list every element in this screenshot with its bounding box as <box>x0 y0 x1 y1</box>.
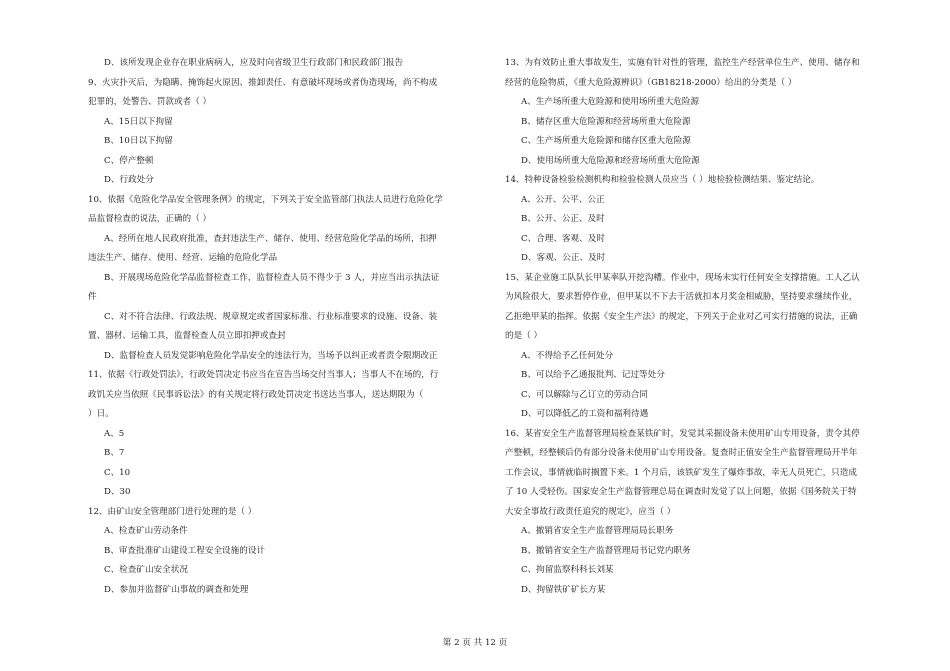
page-footer: 第 2 页 共 12 页 <box>442 638 508 648</box>
text-line: D、可以降低乙的工资和福利待遇 <box>521 409 649 419</box>
text-line: C、停产整顿 <box>104 155 154 166</box>
text-line: ）日。 <box>88 409 114 419</box>
text-line: D、拘留铁矿矿长方某 <box>521 584 606 595</box>
text-line: A、生产场所重大危险源和使用场所重大危险源 <box>521 97 700 107</box>
text-line: 13、为有效防止重大事故发生，实施有针对性的管理，监控生产经营单位生产、使用、储存和 <box>505 58 860 68</box>
right-column <box>505 54 902 600</box>
text-line: 了 10 人受轻伤。国家安全生产监督管理总局在调查时发觉了以上问题，依据《国务院关于特 <box>505 487 857 497</box>
text-line: A、5 <box>104 428 125 439</box>
text-line: 为风险很大，要求暂停作业，但甲某以不下去干活就扣本月奖金相威胁，坚持要求继续作业， <box>505 292 858 302</box>
text-line: C、检查矿山安全状况 <box>104 565 188 575</box>
text-line: 经营的危险物质，《重大危险源辨识》（GB18218-2000）给出的分类是（ ） <box>505 77 797 88</box>
text-line: 置、器材、运输工具，监督检查人员立即扣押或查封 <box>88 331 286 341</box>
text-line: D、该所发现企业存在职业病病人，应及时向省级卫生行政部门和民政部门报告 <box>104 58 404 68</box>
text-line: A、经所在地人民政府批准，查封违法生产、储存、使用、经营危险化学品的场所，扣押 <box>104 233 437 244</box>
text-line: D、监督检查人员发觉影响危险化学品安全的违法行为，当场予以纠正或者责令限期改正 <box>104 350 438 361</box>
text-line: 乙拒绝甲某的指挥。依据《安全生产法》的规定，下列关于企业对乙可实行措施的说法，正确 <box>505 311 858 322</box>
text-line: C、拘留监察科科长刘某 <box>521 565 614 575</box>
text-line: 12、由矿山安全管理部门进行处理的是（ ） <box>88 506 257 517</box>
text-line: B、公开、公正、及时 <box>521 214 605 224</box>
text-line: A、不得给予乙任何处分 <box>521 350 614 361</box>
text-line: A、公开、公平、公正 <box>521 194 605 205</box>
text-line: A、检查矿山劳动条件 <box>104 526 188 536</box>
text-line: C、生产场所重大危险源和储存区重大危险源 <box>521 136 691 146</box>
text-line: 品监督检查的说法，正确的（ ） <box>88 214 212 224</box>
text-line: B、储存区重大危险源和经营场所重大危险源 <box>521 116 691 127</box>
text-line: 15、某企业施工队队长甲某率队开挖沟槽。作业中，现场未实行任何安全支撑措施。工人乙认 <box>505 272 860 283</box>
text-line: 大安全事故行政责任追究的规定》，应当（ ） <box>505 506 676 517</box>
text-line: B、10日以下拘留 <box>104 136 173 146</box>
text-line: D、参加并监督矿山事故的调查和处理 <box>104 584 249 595</box>
text-line: B、审查批准矿山建设工程安全设施的设计 <box>104 545 266 556</box>
text-line: 犯罪的，处警告、罚款或者（ ） <box>88 97 212 107</box>
text-line: 工作会议，事情就临时搁置下来。1 个月后，该铁矿发生了爆炸事故，幸无人员死亡，只造成 <box>505 467 857 478</box>
text-line: A、15日以下拘留 <box>104 116 173 127</box>
text-line: C、可以解除与乙订立的劳动合同 <box>521 389 648 400</box>
text-line: D、30 <box>104 487 131 497</box>
text-line: 件 <box>88 292 97 302</box>
text-line: 违法生产、储存、使用、经营、运输的危险化学品 <box>88 253 278 263</box>
text-line: B、可以给予乙通报批判、记过等处分 <box>521 370 665 380</box>
text-line: C、10 <box>104 467 131 478</box>
text-line: D、行政处分 <box>104 175 154 185</box>
text-line: 11、依据《行政处罚法》，行政处罚决定书应当在宣告当场交付当事人；当事人不在场的，行 <box>88 370 439 380</box>
text-line: 产整顿，经整顿后仍有部分设备未使用矿山专用设备。复查时正值安全生产监督管理局开半年 <box>505 448 858 458</box>
text-line: D、客观、公正、及时 <box>521 253 606 263</box>
text-line: 16、某省安全生产监督管理局检查某铁矿时，发觉其采掘设备未使用矿山专用设备，责令其停 <box>505 428 860 439</box>
text-line: 10、依据《危险化学品安全管理条例》的规定，下列关于安全监管部门执法人员进行危险化学 <box>88 194 443 205</box>
text-line: C、合理、客观、及时 <box>521 233 605 244</box>
left-column <box>88 54 480 600</box>
text-line: B、开展现场危险化学品监督检查工作，监督检查人员不得少于 3 人，并应当出示执法证 <box>104 272 440 283</box>
text-line: B、撤销省安全生产监督管理局书记党内职务 <box>521 545 691 556</box>
text-line: 9、火灾扑灭后，为隐瞒、掩饰起火原因、推卸责任、有意破坏现场或者伪造现场，尚不构成 <box>88 77 438 88</box>
text-line: C、对不符合法律、行政法规、规章规定或者国家标准、行业标准要求的设施、设备、装 <box>104 311 438 322</box>
text-line: B、7 <box>104 448 125 458</box>
text-line: 14、特种设备检验检测机构和检验检测人员应当（ ）地检验检测结果、鉴定结论。 <box>505 175 820 185</box>
text-line: 的是（ ） <box>505 331 543 341</box>
text-line: A、撤销省安全生产监督管理局局长职务 <box>521 526 674 536</box>
text-line: 政饥关应当依照《民事诉讼法》的有关规定将行政处罚决定书送达当事人，送达期限为（ <box>88 389 424 400</box>
text-line: D、使用场所重大危险源和经营场所重大危险源 <box>521 155 700 166</box>
